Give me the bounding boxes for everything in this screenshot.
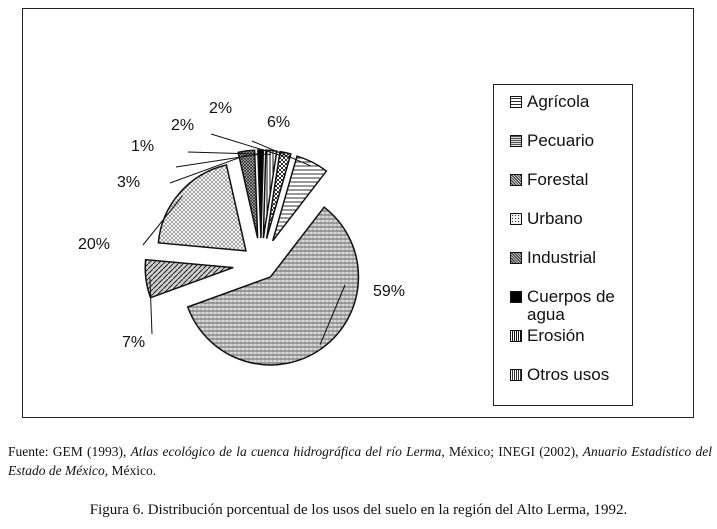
source-note bbox=[8, 442, 712, 480]
legend-label-pecuario: Pecuario bbox=[527, 131, 595, 150]
chart-frame bbox=[22, 8, 694, 418]
legend-swatch-pecuario bbox=[510, 135, 522, 147]
data-label-forestal: 7% bbox=[122, 334, 146, 351]
pie-slice-cuerpos-de-agua bbox=[258, 150, 264, 238]
legend-item-otros-usos bbox=[510, 366, 627, 384]
source-prefix: Fuente: GEM (1993), bbox=[8, 444, 131, 459]
legend-item-urbano bbox=[510, 210, 627, 228]
data-label-otros-usos: 2% bbox=[209, 100, 233, 117]
data-label-pecuario: 59% bbox=[373, 283, 406, 300]
legend bbox=[493, 84, 633, 406]
data-label-erosion: 2% bbox=[171, 117, 195, 134]
figure-caption: Figura 6. Distribución porcentual de los usos del suelo en la región del Alto Lerma, 1992. bbox=[89, 502, 628, 518]
legend-label-industrial: Industrial bbox=[527, 248, 596, 267]
legend-swatch-forestal bbox=[510, 174, 522, 186]
legend-swatch-urbano bbox=[510, 213, 522, 225]
data-label-cuerpos-de-agua: 1% bbox=[131, 138, 155, 155]
legend-item-erosion bbox=[510, 327, 627, 345]
source-suffix: México. bbox=[108, 463, 157, 478]
pie-slice-urbano bbox=[158, 165, 246, 251]
legend-label-erosion: Erosión bbox=[527, 326, 585, 345]
legend-swatch-industrial bbox=[510, 252, 522, 264]
source-title-2: Anuario Estadístico del Estado de México, bbox=[8, 444, 713, 478]
legend-label-cuerpos-de-agua: Cuerpos de agua bbox=[527, 287, 615, 324]
pie-slices bbox=[145, 150, 358, 365]
legend-item-industrial bbox=[510, 249, 627, 267]
source-title-1: Atlas ecológico de la cuenca hidrográfica del río Lerma, bbox=[130, 444, 445, 459]
data-label-agricola: 6% bbox=[267, 114, 291, 131]
legend-item-pecuario bbox=[510, 132, 627, 150]
legend-swatch-cuerpos-de-agua bbox=[510, 291, 522, 303]
legend-item-agricola bbox=[510, 93, 627, 111]
legend-item-cuerpos-de-agua bbox=[510, 288, 627, 324]
legend-item-forestal bbox=[510, 171, 627, 189]
legend-label-urbano: Urbano bbox=[527, 209, 583, 228]
source-middle: México; INEGI (2002), bbox=[444, 444, 583, 459]
data-label-industrial: 3% bbox=[117, 174, 141, 191]
legend-label-forestal: Forestal bbox=[527, 170, 589, 189]
legend-swatch-agricola bbox=[510, 96, 522, 108]
legend-swatch-erosion bbox=[510, 330, 522, 342]
legend-label-agricola: Agrícola bbox=[527, 92, 590, 111]
legend-label-otros-usos: Otros usos bbox=[527, 365, 610, 384]
pie-slice-industrial bbox=[238, 150, 257, 238]
data-label-urbano: 20% bbox=[78, 236, 111, 253]
pie-slice-forestal bbox=[145, 260, 233, 298]
legend-swatch-otros-usos bbox=[510, 369, 522, 381]
